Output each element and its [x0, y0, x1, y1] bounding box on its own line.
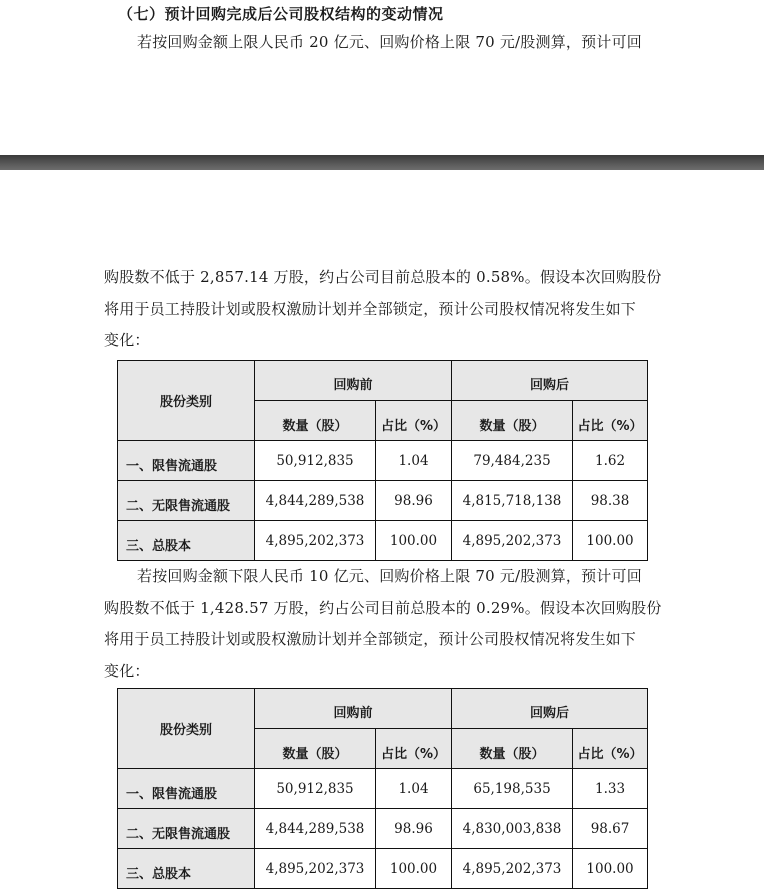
after-ratio-cell: 98.38 [573, 481, 648, 521]
after-quantity-cell: 79,484,235 [452, 441, 573, 481]
upper-intro-line-4: 变化： [104, 331, 150, 349]
before-quantity-cell: 4,895,202,373 [255, 849, 376, 889]
before-ratio-cell: 1.04 [376, 769, 452, 809]
upper-intro-first-line: 若按回购金额上限人民币 20 亿元、回购价格上限 70 元/股测算，预计可回 [137, 33, 642, 51]
after-quantity-cell: 65,198,535 [452, 769, 573, 809]
lower-intro-line-4: 变化： [104, 661, 150, 680]
after-ratio-cell: 100.00 [573, 521, 648, 561]
header-before-quantity: 数量（股） [255, 729, 376, 769]
row-label: 二、无限售流通股 [118, 481, 255, 521]
table-row [118, 481, 648, 521]
before-quantity-cell: 4,844,289,538 [255, 481, 376, 521]
after-ratio-cell: 98.67 [573, 809, 648, 849]
header-after-quantity: 数量（股） [452, 729, 573, 769]
after-ratio-cell: 1.62 [573, 441, 648, 481]
equity-table-upper [117, 360, 648, 561]
upper-intro-line-3: 将用于员工持股计划或股权激励计划并全部锁定，预计公司股权情况将发生如下 [104, 299, 637, 318]
lower-intro [104, 561, 662, 687]
before-ratio-cell: 100.00 [376, 521, 452, 561]
upper-intro-line-2: 购股数不低于 2,857.14 万股，约占公司目前总股本的 0.58%。假设本次回购股份 [104, 268, 662, 286]
page-break-bar [0, 155, 764, 170]
before-ratio-cell: 1.04 [376, 441, 452, 481]
header-share-category: 股份类别 [118, 689, 255, 769]
after-ratio-cell: 100.00 [573, 849, 648, 889]
header-before-quantity: 数量（股） [255, 401, 376, 441]
header-after-repurchase: 回购后 [452, 689, 648, 729]
lower-intro-line-3: 将用于员工持股计划或股权激励计划并全部锁定，预计公司股权情况将发生如下 [104, 630, 637, 648]
row-label: 三、总股本 [118, 849, 255, 889]
before-quantity-cell: 4,844,289,538 [255, 809, 376, 849]
table-row [118, 521, 648, 561]
header-before-repurchase: 回购前 [255, 689, 452, 729]
after-quantity-cell: 4,815,718,138 [452, 481, 573, 521]
after-quantity-cell: 4,830,003,838 [452, 809, 573, 849]
upper-intro-continued [104, 262, 662, 357]
equity-table-lower [117, 688, 648, 889]
before-ratio-cell: 100.00 [376, 849, 452, 889]
table-row [118, 441, 648, 481]
before-quantity-cell: 50,912,835 [255, 769, 376, 809]
row-label: 一、限售流通股 [118, 441, 255, 481]
after-quantity-cell: 4,895,202,373 [452, 521, 573, 561]
before-ratio-cell: 98.96 [376, 481, 452, 521]
section-heading: （七）预计回购完成后公司股权结构的变动情况 [118, 5, 444, 23]
row-label: 二、无限售流通股 [118, 809, 255, 849]
header-after-ratio: 占比（%） [573, 401, 648, 441]
header-share-category: 股份类别 [118, 361, 255, 441]
header-before-ratio: 占比（%） [376, 401, 452, 441]
lower-intro-line-2: 购股数不低于 1,428.57 万股，约占公司目前总股本的 0.29%。假设本次回购股份 [104, 598, 662, 617]
header-after-repurchase: 回购后 [452, 361, 648, 401]
row-label: 三、总股本 [118, 521, 255, 561]
after-ratio-cell: 1.33 [573, 769, 648, 809]
row-label: 一、限售流通股 [118, 769, 255, 809]
header-after-ratio: 占比（%） [573, 729, 648, 769]
table-row [118, 809, 648, 849]
table-row [118, 769, 648, 809]
before-quantity-cell: 4,895,202,373 [255, 521, 376, 561]
before-quantity-cell: 50,912,835 [255, 441, 376, 481]
after-quantity-cell: 4,895,202,373 [452, 849, 573, 889]
header-after-quantity: 数量（股） [452, 401, 573, 441]
table-row [118, 849, 648, 889]
lower-intro-line-1: 若按回购金额下限人民币 10 亿元、回购价格上限 70 元/股测算，预计可回 [137, 567, 642, 585]
header-before-repurchase: 回购前 [255, 361, 452, 401]
header-before-ratio: 占比（%） [376, 729, 452, 769]
before-ratio-cell: 98.96 [376, 809, 452, 849]
